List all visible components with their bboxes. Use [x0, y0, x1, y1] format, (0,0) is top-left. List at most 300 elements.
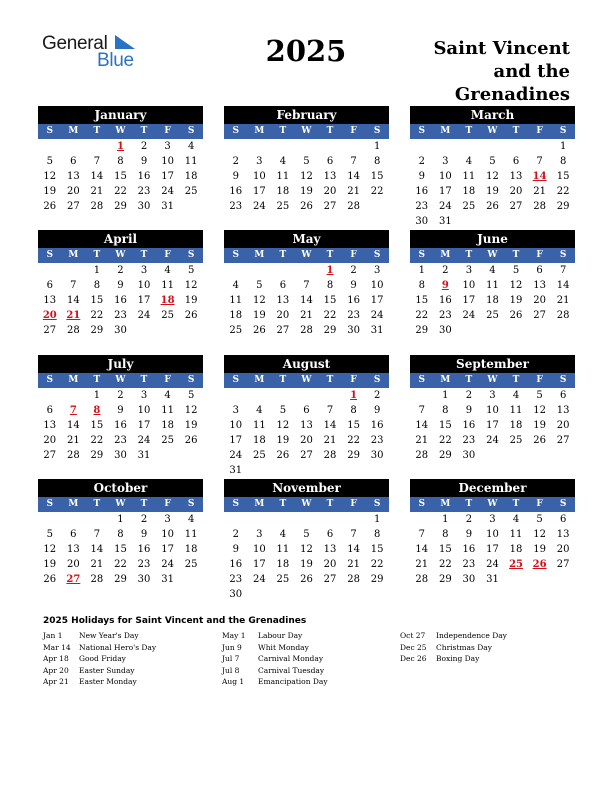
month-june: [410, 230, 575, 338]
day-cell: 11: [161, 405, 174, 416]
day-cell: [62, 512, 86, 527]
day-cell: 19: [184, 420, 198, 431]
weekday-header: [410, 497, 575, 512]
day-cell: 16: [370, 420, 384, 431]
holiday-date: Jun 9: [222, 642, 242, 652]
day-cell: 7: [418, 405, 425, 416]
weekday-label: T: [326, 250, 334, 260]
weekday-label: S: [418, 499, 426, 509]
day-cell: 23: [370, 435, 384, 446]
day-cell: 11: [252, 420, 266, 431]
holiday-item: [222, 665, 328, 677]
day-cell: 2: [140, 141, 148, 152]
holiday-day-cell: 1: [326, 265, 334, 276]
week-row: [38, 388, 203, 403]
day-cell: 27: [509, 201, 523, 212]
month-title: August: [224, 355, 389, 373]
day-cell: 21: [347, 559, 360, 570]
day-cell: 28: [556, 310, 570, 321]
week-row: [224, 308, 389, 323]
day-cell: 15: [347, 420, 360, 431]
week-row: [38, 542, 203, 557]
holiday-date: Dec 26: [400, 654, 427, 663]
month-title: September: [410, 355, 575, 373]
day-cell: 24: [370, 310, 384, 321]
day-cell: 16: [462, 420, 476, 431]
week-row: [38, 308, 203, 323]
day-cell: 20: [66, 186, 80, 197]
day-cell: 18: [229, 310, 243, 321]
day-cell: 18: [184, 171, 198, 182]
day-cell: 18: [509, 544, 523, 555]
day-cell: 10: [137, 280, 151, 291]
day-cell: 5: [279, 405, 287, 416]
day-cell: 13: [43, 295, 57, 306]
week-row: [224, 263, 389, 278]
day-cell: [410, 139, 434, 154]
day-cell: 21: [323, 435, 337, 446]
day-cell: 13: [323, 171, 337, 182]
day-cell: 31: [229, 465, 243, 476]
day-cell: 19: [300, 559, 313, 570]
weekday-header: [410, 248, 575, 263]
day-cell: [224, 388, 248, 403]
day-cell: 18: [276, 186, 290, 197]
month-july: [38, 355, 203, 463]
week-row: [410, 308, 575, 323]
day-cell: 28: [347, 201, 360, 212]
day-cell: [504, 139, 528, 154]
day-cell: 2: [418, 156, 425, 167]
day-cell: 15: [415, 295, 429, 306]
day-cell: 1: [559, 141, 567, 152]
day-cell: 6: [303, 405, 310, 416]
day-cell: 25: [276, 201, 290, 212]
weekday-label: W: [301, 126, 312, 136]
day-cell: 30: [114, 450, 127, 461]
weekday-label: S: [373, 499, 381, 509]
day-cell: [156, 448, 180, 463]
day-cell: 12: [533, 405, 546, 416]
day-cell: 8: [350, 405, 357, 416]
day-cell: 2: [350, 265, 357, 276]
weekday-header: [38, 124, 203, 139]
day-cell: 11: [462, 171, 476, 182]
weekday-label: M: [68, 126, 79, 136]
weekday-label: M: [254, 126, 265, 136]
day-cell: [248, 463, 272, 478]
holiday-name: Easter Monday: [79, 677, 137, 686]
day-cell: 25: [161, 435, 174, 446]
day-cell: 24: [486, 435, 499, 446]
day-cell: 12: [252, 295, 266, 306]
day-cell: 22: [415, 310, 429, 321]
holiday-day-cell: 20: [42, 310, 57, 321]
holiday-name: Independence Day: [436, 631, 507, 640]
day-cell: 26: [486, 201, 499, 212]
day-cell: 4: [465, 156, 473, 167]
day-cell: 17: [161, 171, 174, 182]
weekday-label: S: [373, 250, 381, 260]
day-cell: 4: [279, 156, 287, 167]
holiday-date: Apr 21: [43, 677, 69, 686]
holiday-item: [43, 630, 156, 642]
day-cell: 21: [66, 435, 80, 446]
weekday-label: T: [279, 250, 287, 260]
day-cell: 22: [114, 186, 127, 197]
day-cell: 25: [252, 450, 266, 461]
day-cell: 20: [509, 186, 523, 197]
day-cell: [410, 512, 434, 527]
day-cell: 27: [300, 450, 313, 461]
day-cell: 6: [70, 529, 77, 540]
day-cell: 15: [114, 544, 127, 555]
day-cell: [295, 587, 319, 602]
day-cell: 8: [117, 529, 124, 540]
day-cell: 28: [90, 574, 104, 585]
day-cell: [504, 448, 528, 463]
day-cell: 16: [229, 559, 243, 570]
holiday-name: Good Friday: [79, 654, 126, 663]
week-row: [224, 323, 389, 338]
holiday-date: Jul 7: [222, 654, 240, 663]
weekday-label: W: [115, 250, 126, 260]
day-cell: 19: [533, 544, 546, 555]
day-cell: [318, 512, 342, 527]
week-row: [410, 448, 575, 463]
day-cell: 31: [438, 216, 452, 227]
weekday-header: [38, 373, 203, 388]
logo-general-text: General: [42, 33, 108, 54]
day-cell: 13: [556, 405, 570, 416]
day-cell: 11: [276, 544, 290, 555]
holiday-day-cell: 18: [160, 295, 175, 306]
weekday-label: W: [301, 375, 312, 385]
weekday-label: M: [440, 375, 451, 385]
day-cell: 13: [323, 544, 337, 555]
day-cell: [271, 587, 295, 602]
weekday-label: F: [350, 250, 357, 260]
month-title: May: [224, 230, 389, 248]
weekday-header: [38, 497, 203, 512]
holiday-column: [222, 630, 328, 688]
day-cell: [528, 214, 552, 229]
holiday-item: [43, 653, 156, 665]
day-cell: 19: [252, 310, 266, 321]
day-cell: 24: [161, 186, 174, 197]
day-cell: 3: [489, 390, 496, 401]
day-cell: 3: [442, 156, 449, 167]
weekday-label: W: [301, 499, 312, 509]
day-cell: [271, 512, 295, 527]
day-cell: [179, 448, 203, 463]
day-cell: 17: [229, 435, 243, 446]
day-cell: 17: [486, 420, 499, 431]
day-cell: [85, 139, 109, 154]
day-cell: [365, 587, 389, 602]
day-cell: 25: [486, 310, 499, 321]
day-cell: 31: [137, 450, 151, 461]
day-cell: 10: [370, 280, 384, 291]
holiday-name: Labour Day: [258, 631, 303, 640]
day-cell: 11: [276, 171, 290, 182]
holiday-item: [222, 653, 328, 665]
holiday-date: Dec 25: [400, 642, 427, 652]
day-cell: 28: [415, 574, 429, 585]
month-october: [38, 479, 203, 587]
holiday-column: [43, 630, 156, 688]
day-cell: 10: [462, 280, 476, 291]
day-cell: 17: [370, 295, 384, 306]
day-cell: 20: [66, 559, 80, 570]
day-cell: 20: [43, 435, 57, 446]
weekday-label: S: [232, 499, 240, 509]
weekday-label: S: [46, 375, 54, 385]
holiday-name: Carnival Monday: [258, 654, 324, 663]
day-cell: 27: [323, 574, 337, 585]
weekday-label: F: [350, 126, 357, 136]
week-row: [224, 293, 389, 308]
weekday-label: M: [440, 126, 451, 136]
day-cell: 16: [137, 544, 151, 555]
month-november: [224, 479, 389, 602]
day-cell: [457, 214, 481, 229]
day-cell: 3: [140, 265, 148, 276]
holiday-day-cell: 25: [509, 559, 523, 570]
weekday-label: T: [140, 126, 148, 136]
day-cell: 15: [90, 295, 104, 306]
day-cell: 24: [137, 310, 151, 321]
weekday-label: W: [115, 499, 126, 509]
day-cell: [504, 214, 528, 229]
day-cell: 14: [90, 171, 104, 182]
day-cell: 1: [373, 514, 381, 525]
day-cell: 23: [229, 201, 243, 212]
day-cell: 29: [90, 325, 104, 336]
month-january: [38, 106, 203, 214]
day-cell: [38, 139, 62, 154]
day-cell: 14: [415, 544, 429, 555]
day-cell: 4: [279, 529, 287, 540]
day-cell: 22: [438, 559, 452, 570]
day-cell: 22: [90, 435, 104, 446]
day-cell: 6: [326, 156, 334, 167]
week-row: [38, 323, 203, 338]
day-cell: 8: [559, 156, 567, 167]
week-row: [38, 433, 203, 448]
day-cell: 25: [184, 559, 198, 570]
day-cell: 30: [462, 574, 476, 585]
day-cell: 1: [442, 514, 449, 525]
day-cell: 31: [370, 325, 384, 336]
weekday-label: M: [254, 499, 265, 509]
day-cell: 26: [43, 574, 57, 585]
weekday-label: T: [512, 250, 520, 260]
day-cell: 25: [509, 435, 523, 446]
day-cell: [179, 323, 203, 338]
day-cell: 18: [462, 186, 476, 197]
day-cell: 2: [465, 390, 473, 401]
day-cell: 24: [486, 559, 499, 570]
day-cell: 4: [187, 514, 195, 525]
day-cell: 8: [93, 280, 101, 291]
holiday-date: Jan 1: [43, 631, 63, 640]
day-cell: [295, 463, 319, 478]
day-cell: 4: [256, 405, 263, 416]
weekday-label: M: [68, 499, 79, 509]
country-line: Grenadines: [454, 84, 570, 105]
day-cell: 17: [137, 420, 151, 431]
day-cell: 22: [370, 559, 384, 570]
day-cell: 16: [438, 295, 452, 306]
day-cell: 2: [117, 390, 124, 401]
day-cell: 29: [370, 574, 384, 585]
day-cell: 9: [117, 405, 124, 416]
day-cell: 22: [114, 559, 127, 570]
weekday-label: S: [559, 499, 567, 509]
day-cell: 28: [90, 201, 104, 212]
week-row: [410, 323, 575, 338]
day-cell: 26: [533, 435, 546, 446]
day-cell: 5: [512, 265, 520, 276]
week-row: [410, 542, 575, 557]
week-row: [224, 139, 389, 154]
day-cell: 9: [373, 405, 381, 416]
weekday-label: T: [326, 126, 334, 136]
day-cell: 31: [486, 574, 499, 585]
day-cell: 1: [93, 265, 101, 276]
day-cell: 5: [256, 280, 263, 291]
day-cell: 21: [90, 559, 104, 570]
day-cell: [224, 139, 248, 154]
day-cell: 7: [350, 529, 357, 540]
holiday-item: [43, 642, 156, 654]
day-cell: 10: [252, 544, 266, 555]
week-row: [410, 139, 575, 154]
day-cell: 17: [486, 544, 499, 555]
holiday-day-cell: 1: [350, 390, 358, 401]
week-row: [38, 154, 203, 169]
weekday-label: W: [115, 375, 126, 385]
day-cell: 9: [140, 156, 148, 167]
day-cell: 30: [137, 201, 151, 212]
weekday-label: T: [512, 375, 520, 385]
weekday-label: W: [115, 126, 126, 136]
day-cell: 27: [43, 450, 57, 461]
day-cell: 24: [438, 201, 452, 212]
day-cell: 15: [556, 171, 570, 182]
day-cell: 1: [442, 390, 449, 401]
day-cell: 20: [556, 420, 570, 431]
day-cell: 11: [509, 405, 523, 416]
holiday-day-cell: 8: [93, 405, 101, 416]
week-row: [410, 184, 575, 199]
day-cell: 21: [347, 186, 360, 197]
day-cell: 10: [486, 405, 499, 416]
holiday-day-cell: 26: [532, 559, 547, 570]
week-row: [224, 388, 389, 403]
day-cell: 5: [46, 156, 53, 167]
weekday-label: T: [93, 250, 101, 260]
week-row: [38, 572, 203, 587]
day-cell: 1: [418, 265, 425, 276]
day-cell: 31: [161, 574, 174, 585]
day-cell: [248, 139, 272, 154]
day-cell: 30: [370, 450, 384, 461]
holiday-name: New Year's Day: [79, 631, 139, 640]
day-cell: 14: [66, 420, 80, 431]
day-cell: 23: [114, 310, 127, 321]
day-cell: [62, 263, 86, 278]
day-cell: [156, 323, 180, 338]
week-row: [38, 169, 203, 184]
week-row: [224, 433, 389, 448]
day-cell: 26: [300, 574, 313, 585]
holiday-name: Boxing Day: [436, 654, 480, 663]
day-cell: 20: [556, 544, 570, 555]
weekday-label: S: [373, 375, 381, 385]
day-cell: 13: [533, 280, 546, 291]
day-cell: 12: [300, 171, 313, 182]
day-cell: 18: [276, 559, 290, 570]
day-cell: 29: [556, 201, 570, 212]
logo-blue-text: Blue: [97, 50, 134, 71]
day-cell: 6: [279, 280, 287, 291]
month-march: [410, 106, 575, 229]
weekday-header: [410, 373, 575, 388]
day-cell: [481, 139, 505, 154]
weekday-label: M: [68, 250, 79, 260]
day-cell: 23: [462, 435, 476, 446]
day-cell: [271, 463, 295, 478]
day-cell: 23: [462, 559, 476, 570]
week-row: [224, 463, 389, 478]
day-cell: 20: [276, 310, 290, 321]
weekday-label: T: [279, 499, 287, 509]
day-cell: [434, 139, 458, 154]
day-cell: 5: [489, 156, 496, 167]
weekday-label: S: [46, 126, 54, 136]
day-cell: 29: [114, 201, 127, 212]
day-cell: 26: [252, 325, 266, 336]
holiday-column: [400, 630, 507, 665]
day-cell: 24: [252, 574, 266, 585]
day-cell: 12: [300, 544, 313, 555]
day-cell: 21: [533, 186, 546, 197]
day-cell: 20: [323, 559, 337, 570]
day-cell: 20: [533, 295, 546, 306]
day-cell: 25: [229, 325, 243, 336]
day-cell: 12: [509, 280, 523, 291]
holiday-item: [400, 630, 507, 642]
day-cell: [551, 448, 575, 463]
day-cell: [365, 199, 389, 214]
day-cell: 1: [93, 390, 101, 401]
day-cell: 18: [161, 420, 174, 431]
day-cell: 24: [161, 559, 174, 570]
weekday-label: S: [559, 250, 567, 260]
day-cell: 26: [509, 310, 523, 321]
weekday-label: T: [93, 375, 101, 385]
day-cell: 27: [276, 325, 290, 336]
holiday-name: Emancipation Day: [258, 677, 328, 686]
week-row: [38, 418, 203, 433]
day-cell: 20: [300, 435, 313, 446]
week-row: [410, 263, 575, 278]
holiday-item: [400, 653, 507, 665]
day-cell: 29: [347, 450, 360, 461]
week-row: [38, 278, 203, 293]
